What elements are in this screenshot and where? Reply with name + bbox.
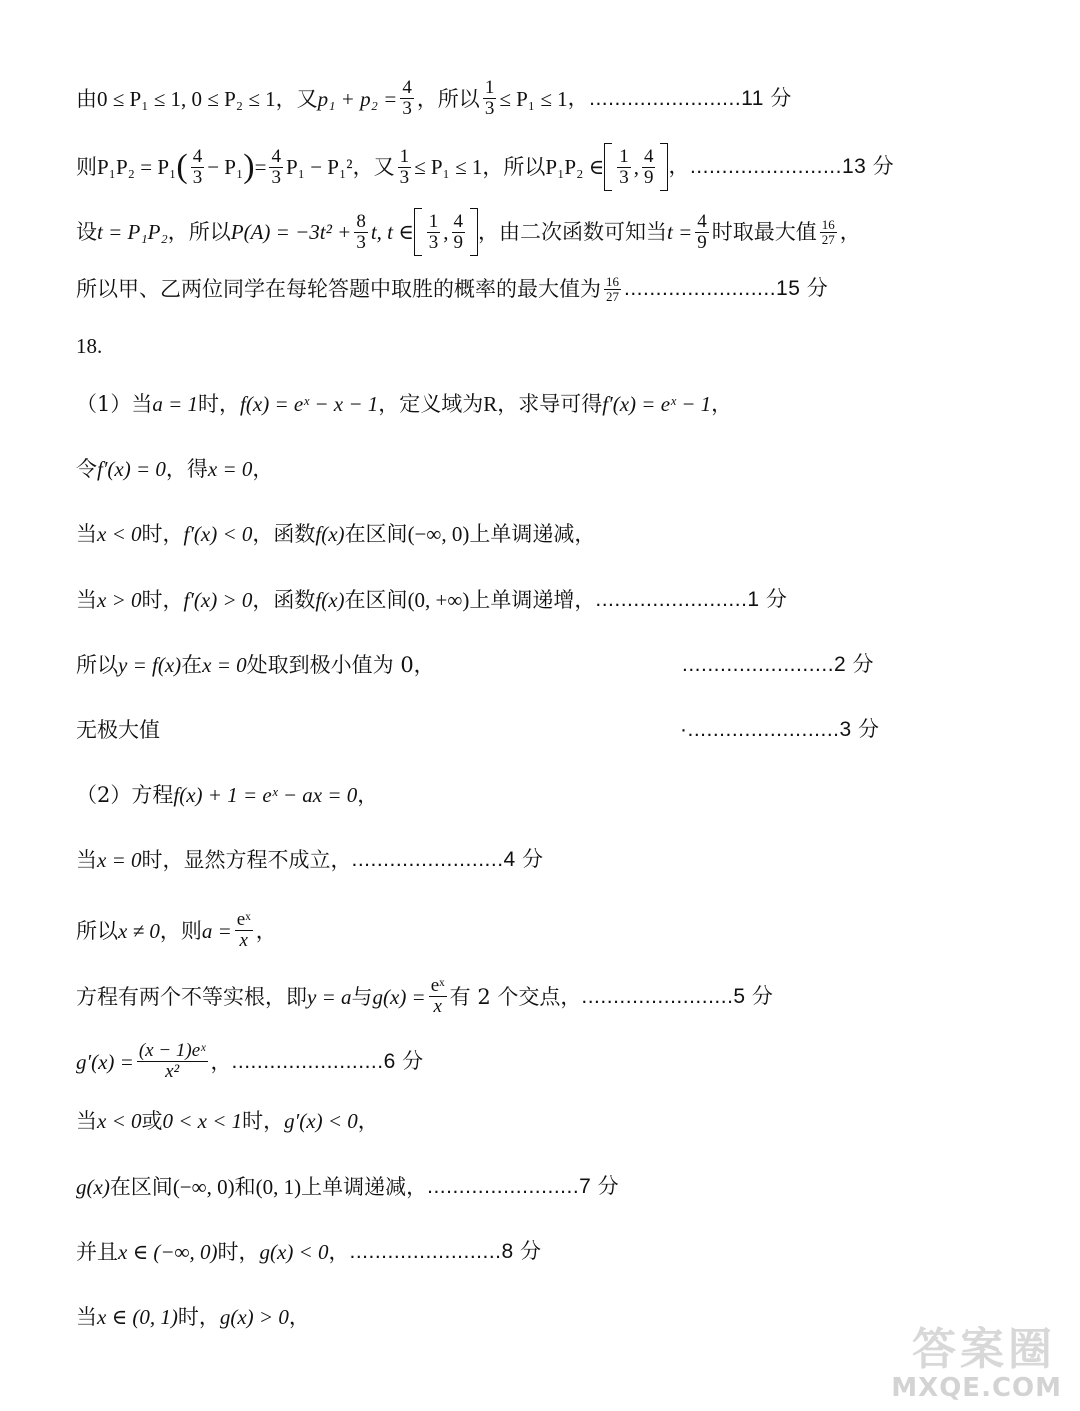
text: ，	[839, 220, 861, 244]
math: f′(x) < 0	[183, 522, 253, 546]
text: ，所以	[482, 155, 546, 179]
line-3	[76, 208, 861, 256]
math: g′(x) =	[76, 1049, 134, 1074]
line-14	[76, 910, 277, 951]
fraction: $\frac{1}{3}$	[484, 77, 495, 119]
bracket	[660, 143, 668, 191]
dot-leader: ·........................	[680, 718, 840, 741]
text: 并且	[76, 1240, 118, 1264]
text: 由	[76, 86, 97, 111]
text: 在	[181, 653, 203, 677]
text: 和	[234, 1175, 256, 1199]
math: f′(x) = eˣ − 1	[602, 392, 712, 416]
math: a =	[201, 918, 232, 943]
score-mark: 7 分	[579, 1175, 620, 1198]
line-7	[76, 454, 273, 484]
math: x = 0	[97, 848, 142, 872]
text: ，	[357, 1109, 379, 1133]
text: 当	[76, 588, 97, 612]
math: g′(x) < 0	[284, 1109, 358, 1133]
text: 当	[76, 1305, 97, 1329]
text: ，所以	[416, 86, 480, 111]
dot-leader: ........................	[595, 588, 748, 611]
line-4	[76, 274, 828, 304]
math: (0, 1)	[255, 1175, 302, 1199]
watermark	[842, 1313, 1062, 1403]
fraction: $\frac{1}{3}$	[428, 210, 439, 253]
text: 当	[76, 848, 97, 872]
text: ，得	[165, 457, 208, 481]
text: 有 2 个交点，	[449, 984, 582, 1009]
text: 上单调递减，	[469, 522, 596, 546]
text: 处取到极小值为 0，	[246, 653, 435, 677]
fraction: $\frac{16}{27}$	[606, 273, 619, 304]
fraction: $\frac{\text{eˣ}}{x}$	[430, 975, 445, 1017]
math: P(A) = −3t² +	[230, 220, 352, 244]
line-10	[76, 650, 435, 680]
score-mark: 3 分	[839, 718, 880, 741]
line-19	[76, 1237, 542, 1267]
line-13	[76, 845, 544, 875]
math: f(x) + 1 = eˣ − ax = 0	[173, 783, 358, 807]
math: g(x) > 0	[219, 1305, 289, 1329]
score-mark: 15 分	[776, 277, 829, 300]
text: ，函数	[252, 522, 316, 546]
text: 时，	[141, 522, 184, 546]
math: P₁P₂ ∈	[545, 155, 605, 179]
math: (−∞, 0)	[172, 1175, 235, 1199]
text: 时，	[242, 1109, 285, 1133]
line-11-score	[680, 715, 880, 745]
text: 在区间	[109, 1175, 173, 1199]
math: (0, +∞)	[407, 588, 470, 612]
text: 时，	[198, 392, 241, 416]
math: 0 < x < 1	[162, 1109, 243, 1133]
line-11	[76, 715, 160, 745]
text: ，又	[275, 86, 318, 111]
dot-leader: ........................	[349, 1240, 502, 1263]
text: ，则	[159, 918, 202, 943]
comma: ,	[443, 220, 449, 244]
watermark-logo-text: 答案圈	[912, 1324, 1056, 1375]
text: 所以	[76, 653, 118, 677]
text: 时，	[217, 1240, 260, 1264]
math: ≤ P₁ ≤ 1	[499, 86, 568, 111]
text: ，	[288, 1305, 310, 1329]
fraction: $\frac{1}{3}$	[619, 145, 629, 188]
math: x ∈ (0, 1)	[97, 1305, 178, 1329]
math: R	[483, 392, 498, 416]
dot-leader: ........................	[581, 984, 734, 1008]
fraction: $\frac{4}{9}$	[643, 145, 654, 188]
text: ，	[711, 392, 733, 416]
question-number: 18.	[76, 334, 103, 358]
fraction: $\frac{4}{3}$	[192, 145, 203, 188]
math: t, t ∈	[370, 220, 414, 244]
text: ，由二次函数可知当	[478, 220, 668, 244]
math: t = P₁P₂	[97, 220, 168, 244]
text: 时，显然方程不成立，	[141, 848, 352, 872]
text: 时取最大值	[711, 220, 817, 244]
line-20	[76, 1302, 310, 1332]
text: 所以	[76, 918, 118, 943]
math: x < 0	[97, 522, 142, 546]
math: x ∈ (−∞, 0)	[118, 1240, 218, 1264]
text: 无极大值	[76, 718, 160, 742]
fraction: $\frac{8}{3}$	[356, 210, 366, 253]
text: ，求导可得	[497, 392, 603, 416]
math: x ≠ 0	[118, 918, 160, 943]
line-12	[76, 780, 378, 810]
line-17	[76, 1106, 379, 1136]
math: x = 0	[202, 653, 247, 677]
text: ，函数	[252, 588, 316, 612]
bracket	[414, 208, 422, 256]
line-16	[76, 1041, 424, 1082]
math: x = 0	[207, 457, 253, 481]
math: f(x)	[315, 588, 345, 612]
math: f′(x) = 0	[97, 457, 166, 481]
text: 或	[141, 1109, 163, 1133]
math: P₁P₂ = P₁	[97, 155, 177, 179]
text: 则	[76, 155, 97, 179]
fraction: $\frac{4}{3}$	[271, 145, 281, 188]
comma: ,	[633, 155, 639, 179]
text: 时，	[141, 588, 184, 612]
math: f(x)	[315, 522, 345, 546]
dot-leader: ，........................	[567, 86, 742, 110]
text: ，	[357, 783, 379, 807]
math: (−∞, 0)	[407, 522, 470, 546]
fraction: $\frac{16}{27}$	[821, 216, 835, 247]
text: ，	[210, 1049, 232, 1074]
fraction: $\frac{1}{3}$	[399, 145, 410, 188]
fraction: $\frac{\text{(x − 1)eˣ}}{\text{x²}}$	[138, 1040, 206, 1082]
dot-leader: ........................	[682, 653, 835, 676]
text: 当	[76, 1109, 97, 1133]
score-mark: 1 分	[747, 588, 788, 611]
fraction: $\frac{4}{3}$	[402, 77, 412, 119]
math: p₁ + p₂ =	[317, 86, 398, 111]
math: g(x) < 0	[259, 1240, 329, 1264]
math: − P₁	[207, 155, 244, 179]
math: f′(x) > 0	[183, 588, 253, 612]
text: 设	[76, 220, 97, 244]
paren: (	[176, 148, 188, 185]
watermark-url: MXQE.COM	[891, 1373, 1062, 1403]
math: P₁ − P₁²	[285, 155, 353, 179]
text: 在区间	[344, 522, 408, 546]
text: 上单调递增，	[469, 588, 596, 612]
text: ，定义域为	[378, 392, 484, 416]
text: 方程有两个不等实根，即	[76, 984, 307, 1009]
fraction: $\frac{\text{eˣ}}{x}$	[236, 909, 251, 951]
text: 令	[76, 457, 97, 481]
fraction: $\frac{4}{9}$	[453, 210, 464, 253]
math: a = 1	[152, 392, 199, 416]
text: 上单调递减，	[301, 1175, 428, 1199]
math: y = a	[307, 984, 352, 1009]
text: 在区间	[344, 588, 408, 612]
score-mark: 2 分	[834, 653, 875, 676]
text: （1）当	[76, 392, 153, 416]
text: ，	[255, 918, 277, 943]
text: ，	[328, 1240, 350, 1264]
text: ，又	[352, 155, 395, 179]
line-6	[76, 389, 732, 419]
paren: )	[243, 148, 255, 185]
math: g(x) =	[372, 984, 426, 1009]
bracket	[604, 143, 612, 191]
line-2	[76, 143, 894, 191]
dot-leader: ........................	[624, 277, 777, 300]
math: y = f(x)	[118, 653, 182, 677]
dot-leader: ........................	[427, 1175, 580, 1198]
score-mark: 8 分	[501, 1240, 542, 1263]
line-1	[76, 78, 792, 119]
score-mark: 4 分	[503, 848, 544, 871]
bracket	[470, 208, 478, 256]
line-15	[76, 976, 773, 1017]
line-9	[76, 585, 787, 615]
math: g(x)	[76, 1175, 110, 1199]
score-mark: 5 分	[733, 984, 774, 1008]
math: x > 0	[97, 588, 142, 612]
text: ，	[252, 457, 274, 481]
score-mark: 11 分	[741, 86, 792, 110]
fraction: $\frac{4}{9}$	[697, 210, 707, 253]
line-18	[76, 1172, 619, 1202]
score-mark: 6 分	[383, 1049, 424, 1073]
math: 0 ≤ P₁ ≤ 1, 0 ≤ P₂ ≤ 1	[97, 86, 276, 111]
dot-leader: ........................	[351, 848, 504, 871]
dot-leader: ，........................	[668, 155, 842, 178]
math: =	[254, 155, 267, 179]
line-8	[76, 519, 595, 549]
text: 当	[76, 522, 97, 546]
text: 所以甲、乙两位同学在每轮答题中取胜的概率的最大值为	[76, 277, 601, 301]
text: 时，	[177, 1305, 220, 1329]
line-10-score	[682, 650, 874, 680]
text: ，所以	[167, 220, 231, 244]
math: ≤ P₁ ≤ 1	[414, 155, 483, 179]
math: x < 0	[97, 1109, 142, 1133]
text: 与	[351, 984, 373, 1009]
math: f(x) = eˣ − x − 1	[240, 392, 379, 416]
math: t =	[667, 220, 693, 244]
dot-leader: ........................	[231, 1049, 384, 1073]
score-mark: 13 分	[841, 155, 895, 178]
text: （2）方程	[76, 783, 174, 807]
